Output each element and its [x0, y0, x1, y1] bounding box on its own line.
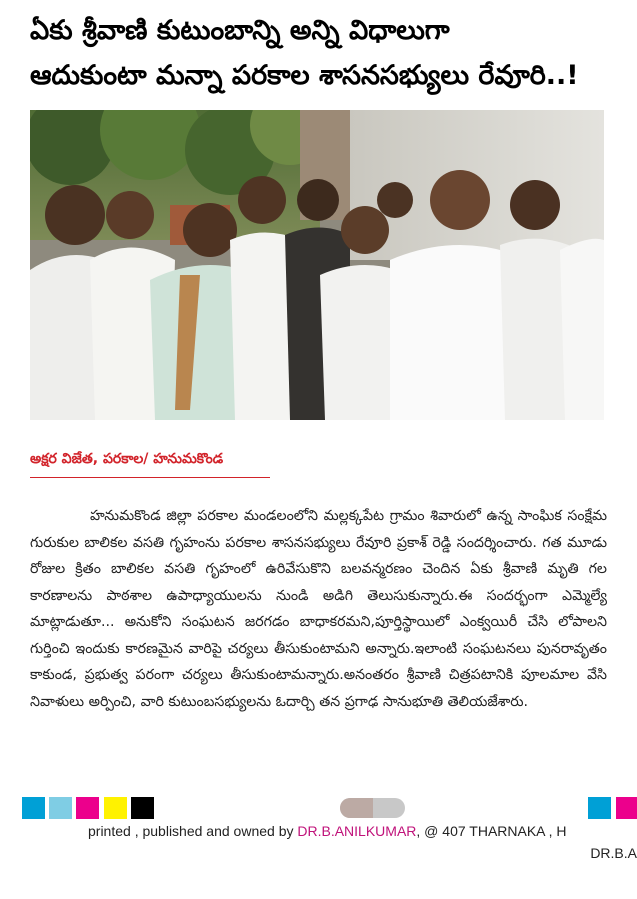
- byline-underline: [30, 477, 270, 478]
- color-swatch-cyan: [22, 797, 45, 819]
- headline-line-2: ఆదుకుంటా మన్నా పరకాల శాసనసభ్యులు రేవూరి..!: [30, 60, 579, 91]
- news-photo-illustration: [30, 110, 604, 420]
- color-swatch-magenta-right: [616, 797, 637, 819]
- byline: అక్షర విజేత, పరకాల/ హనుమకొండ: [30, 451, 224, 467]
- color-swatch-yellow: [104, 797, 127, 819]
- color-swatch-magenta: [76, 797, 99, 819]
- registration-pill-half: [340, 798, 373, 818]
- color-swatch-black: [131, 797, 154, 819]
- color-swatch-light-cyan: [49, 797, 72, 819]
- footer-suffix: , @ 407 THARNAKA , H: [416, 823, 567, 839]
- footer-imprint-line-2: DR.B.A: [590, 845, 637, 861]
- news-photo: [30, 110, 604, 420]
- color-swatch-cyan-right: [588, 797, 611, 819]
- headline-line-1: ఏకు శ్రీవాణి కుటుంబాన్ని అన్ని విధాలుగా: [30, 15, 450, 46]
- headline: [30, 8, 620, 98]
- footer-prefix: printed , published and owned by: [88, 823, 298, 839]
- article-body: హనుమకొండ జిల్లా పరకాల మండలంలోని మల్లక్కపేట గ్రామం శివారులో ఉన్న సాంఘిక సంక్షేమ గురుకుల బాలికల వసతి గృహంను పరకాల శాసనసభ్యులు రేవూరి ప్రకాశ్ రెడ్డి సందర్శించారు. గత మూడు రోజుల క్రితం బాలికల వసతి గృహంలో ఉరివేసుకొని బలవన్మరణం చెందిన ఏకు శ్రీవాణి మృతి గల కారణాలను పాఠశాల ఉపాధ్యాయులను నుండి అడిగి తెలుసుకున్నారు.ఈ సందర్భంగా ఎమ్మెల్యే మాట్లాడుతూ... అనుకోని సంఘటన జరగడం బాధాకరమని,పూర్తిస్థాయిలో ఎంక్వయిరీ చేసి లోపాలని గుర్తించి ఇందుకు కారణమైన వారిపై చర్యలు తీసుకుంటామని అన్నారు.ఇలాంటి సంఘటనలు పునరావృతం కాకుండ, ప్రభుత్వ పరంగా చర్యలు తీసుకుంటామన్నారు.అనంతరం శ్రీవాణి చిత్రపటానికి పూలమాల వేసి నివాళులు అర్పించి, వారి కుటుంబసభ్యులను ఓదార్చి తన ప్రగాఢ సానుభూతి తెలియజేశారు.: [30, 508, 607, 710]
- footer-imprint: [88, 823, 567, 839]
- registration-pill: [340, 798, 405, 818]
- footer-owner: DR.B.ANILKUMAR: [297, 823, 417, 839]
